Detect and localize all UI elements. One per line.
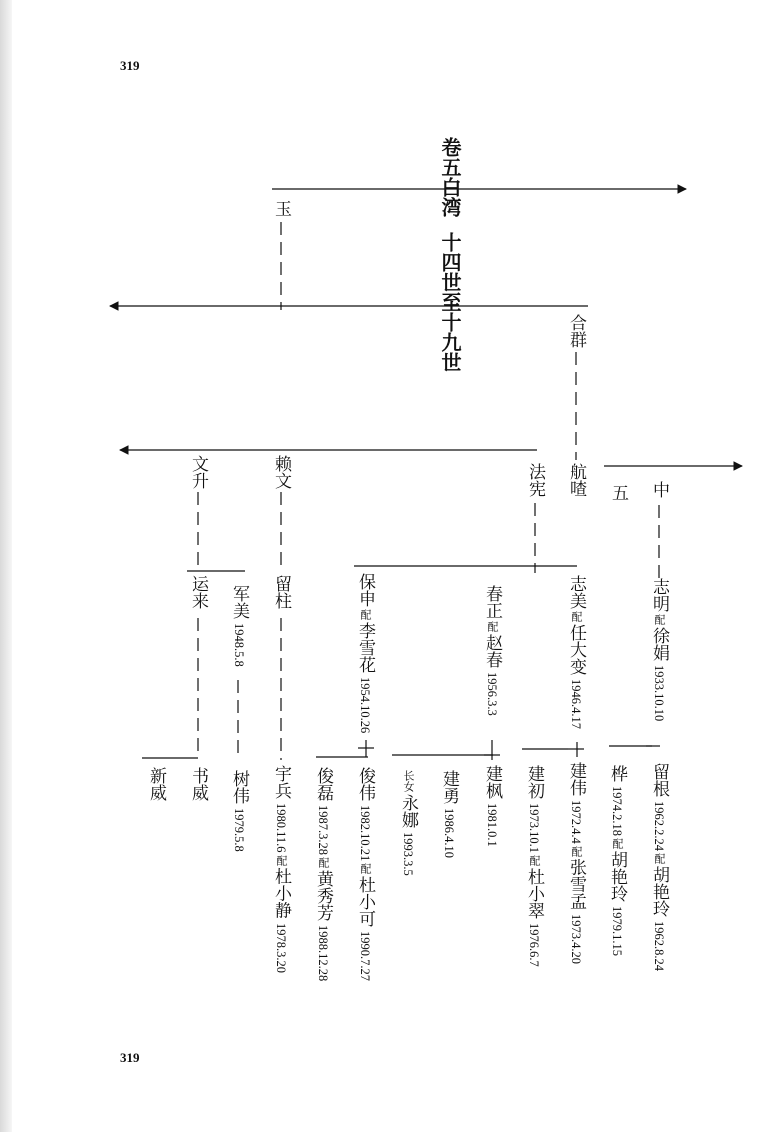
person-zhiming: 志明配徐娟1933.10.10 <box>649 578 669 722</box>
person-jianchu: 建初1973.10.1配杜小翠1976.6.7 <box>524 765 544 967</box>
title-generations: 十四世至十九世 <box>438 232 462 372</box>
person-junwei: 俊伟1982.10.21配杜小可1990.7.27 <box>355 767 375 982</box>
page-number-top: 319 <box>120 58 140 73</box>
person-junlei: 俊磊1987.3.28配黄秀芳1988.12.28 <box>313 767 333 982</box>
person-xinwei: 新威 <box>146 767 166 801</box>
person-yu: 玉 <box>271 200 291 217</box>
title-volume: 卷五白湾 <box>438 137 462 217</box>
person-shuwei: 树伟1979.5.8 <box>229 770 249 852</box>
person-baoshen: 保申配李雪花1954.10.26 <box>355 573 375 734</box>
person-zhong: 中 <box>649 481 669 498</box>
person-shuwei2: 书威 <box>188 767 208 801</box>
person-faxian: 法宪 <box>525 463 545 497</box>
person-zhimei: 志美配任大变1946.4.17 <box>566 575 586 729</box>
person-liuzhu: 留柱 <box>271 575 291 609</box>
person-yunlai: 运来 <box>188 575 208 609</box>
person-laiwen: 赖文 <box>271 455 291 489</box>
person-jianwei: 建伟1972.4.4配张雪孟1973.4.20 <box>566 762 586 964</box>
person-junmei: 军美1948.5.8 <box>229 585 249 667</box>
person-chunzheng: 春正配赵春1956.3.3 <box>482 585 502 716</box>
person-yubing: 宇兵1980.11.6配杜小静1978.3.20 <box>271 765 291 973</box>
person-liugen: 留根1962.2.24配胡艳玲1962.8.24 <box>649 763 669 971</box>
person-wensheng: 文升 <box>188 455 208 489</box>
person-yongna: 长女永娜1993.3.5 <box>398 770 418 876</box>
person-hequn: 合群 <box>566 314 586 348</box>
person-wu: 五 <box>608 484 628 501</box>
person-ye: 桦1974.2.18配胡艳玲1979.1.15 <box>607 765 627 956</box>
person-hangzha: 航喳 <box>566 463 586 497</box>
person-jianyong: 建勇1986.4.10 <box>439 770 459 858</box>
page-number-bottom: 319 <box>120 1050 140 1065</box>
person-jianfeng: 建枫1981.0.1 <box>482 765 502 847</box>
